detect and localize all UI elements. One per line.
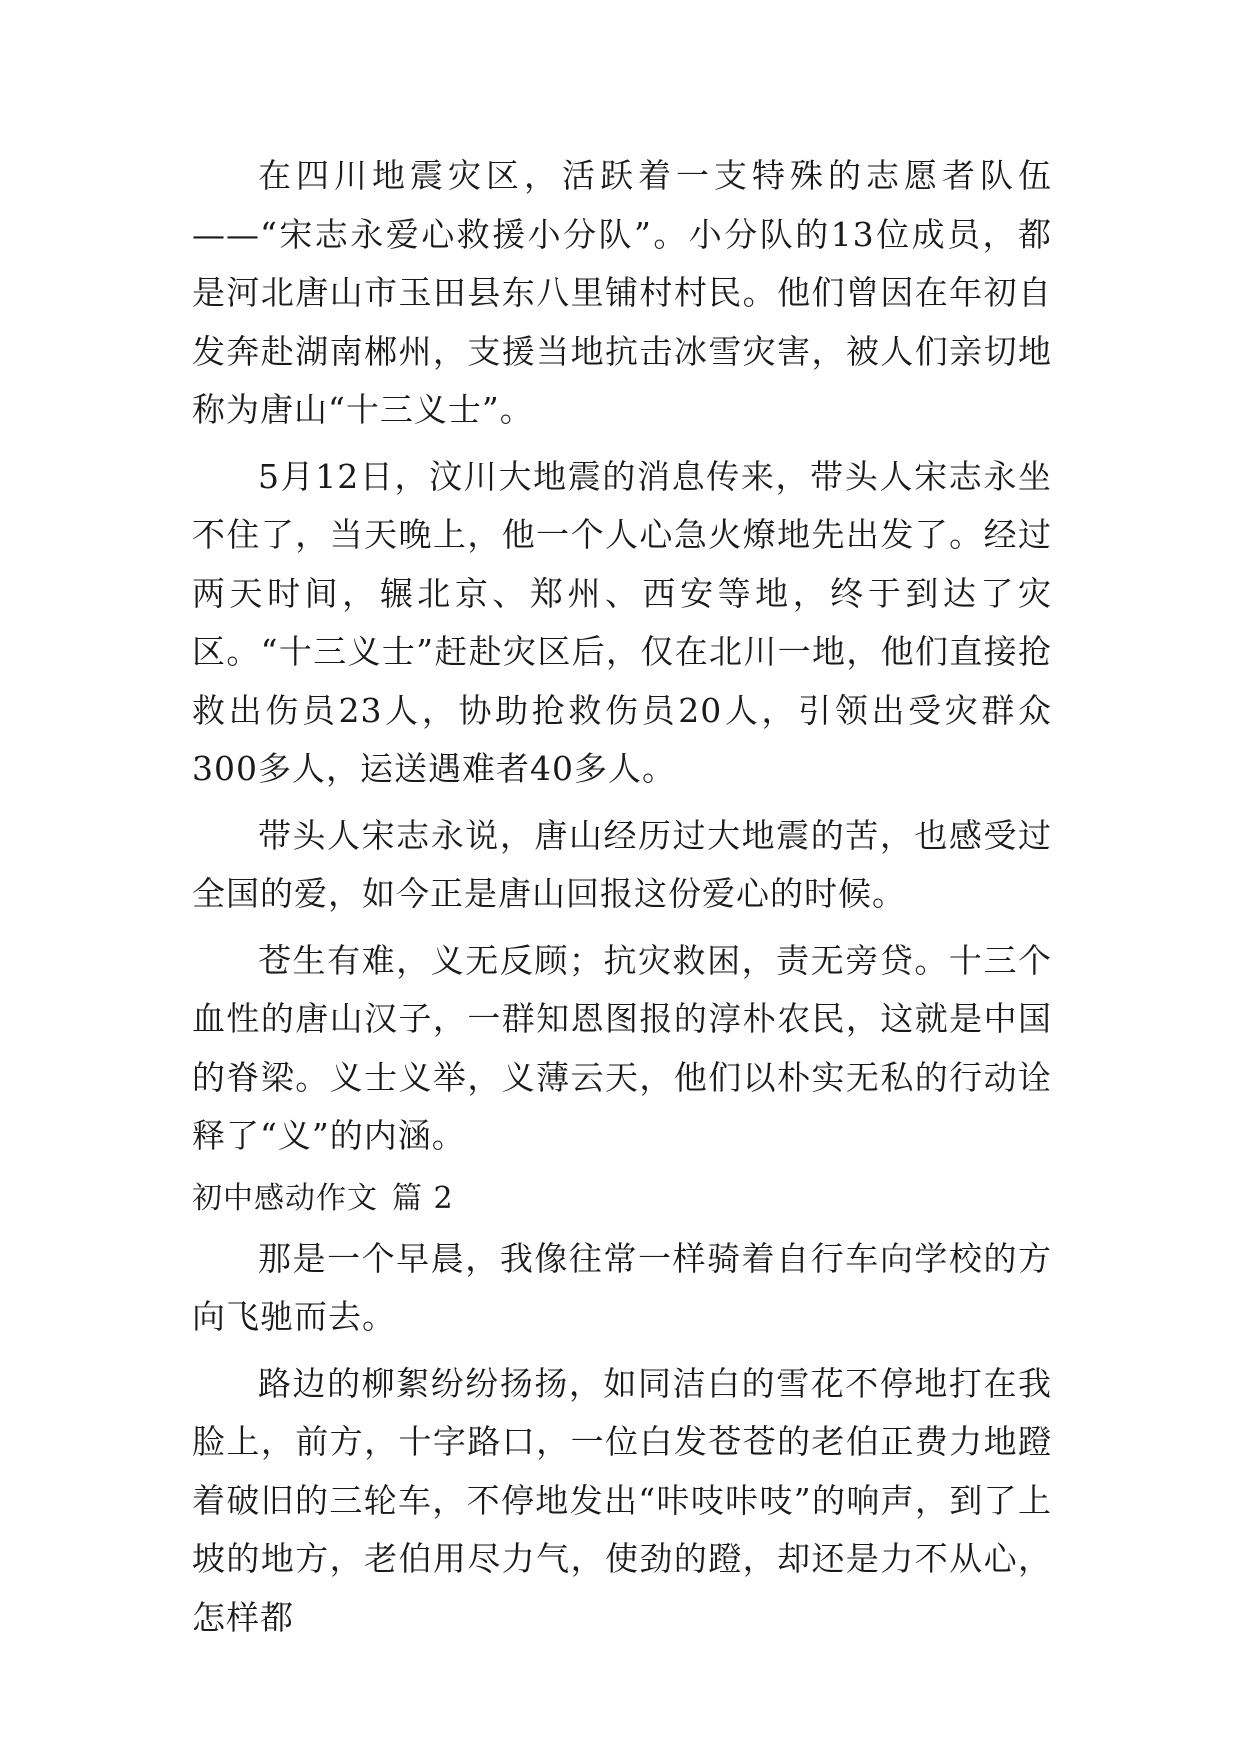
paragraph: 路边的柳絮纷纷扬扬，如同洁白的雪花不停地打在我脸上，前方，十字路口，一位白发苍苍的老伯正费力地蹬着破旧的三轮车，不停地发出“咔吱咔吱”的响声，到了上坡的地方，老伯用尽力气，使劲的蹬，却还是力不从心，怎样都: [192, 1363, 1052, 1637]
document-page: [192, 147, 1052, 1655]
section-title: 初中感动作文: [192, 1180, 378, 1216]
paragraph: 带头人宋志永说，唐山经历过大地震的苦，也感受过全国的爱，如今正是唐山回报这份爱心的时候。: [192, 815, 1052, 913]
section-heading: [192, 1174, 1052, 1224]
paragraph: 那是一个早晨，我像往常一样骑着自行车向学校的方向飞驰而去。: [192, 1238, 1052, 1336]
paragraph: 苍生有难，义无反顾；抗灾救困，责无旁贷。十三个血性的唐山汉子，一群知恩图报的淳朴农民，这就是中国的脊梁。义士义举，义薄云天，他们以朴实无私的行动诠释了“义”的内涵。: [192, 940, 1052, 1155]
section-number: 篇 2: [392, 1180, 454, 1216]
paragraph: 5月12日，汶川大地震的消息传来，带头人宋志永坐不住了，当天晚上，他一个人心急火燎地先出发了。经过两天时间，辗北京、郑州、西安等地，终于到达了灾区。“十三义士”赶赴灾区后，仅在北川一地，他们直接抢救出伤员23人，协助抢救伤员20人，引领出受灾群众300多人，运送遇难者40多人。: [192, 456, 1052, 788]
paragraph: 在四川地震灾区，活跃着一支特殊的志愿者队伍——“宋志永爱心救援小分队”。小分队的13位成员，都是河北唐山市玉田县东八里铺村村民。他们曾因在年初自发奔赴湖南郴州，支援当地抗击冰雪灾害，被人们亲切地称为唐山“十三义士”。: [192, 156, 1052, 429]
